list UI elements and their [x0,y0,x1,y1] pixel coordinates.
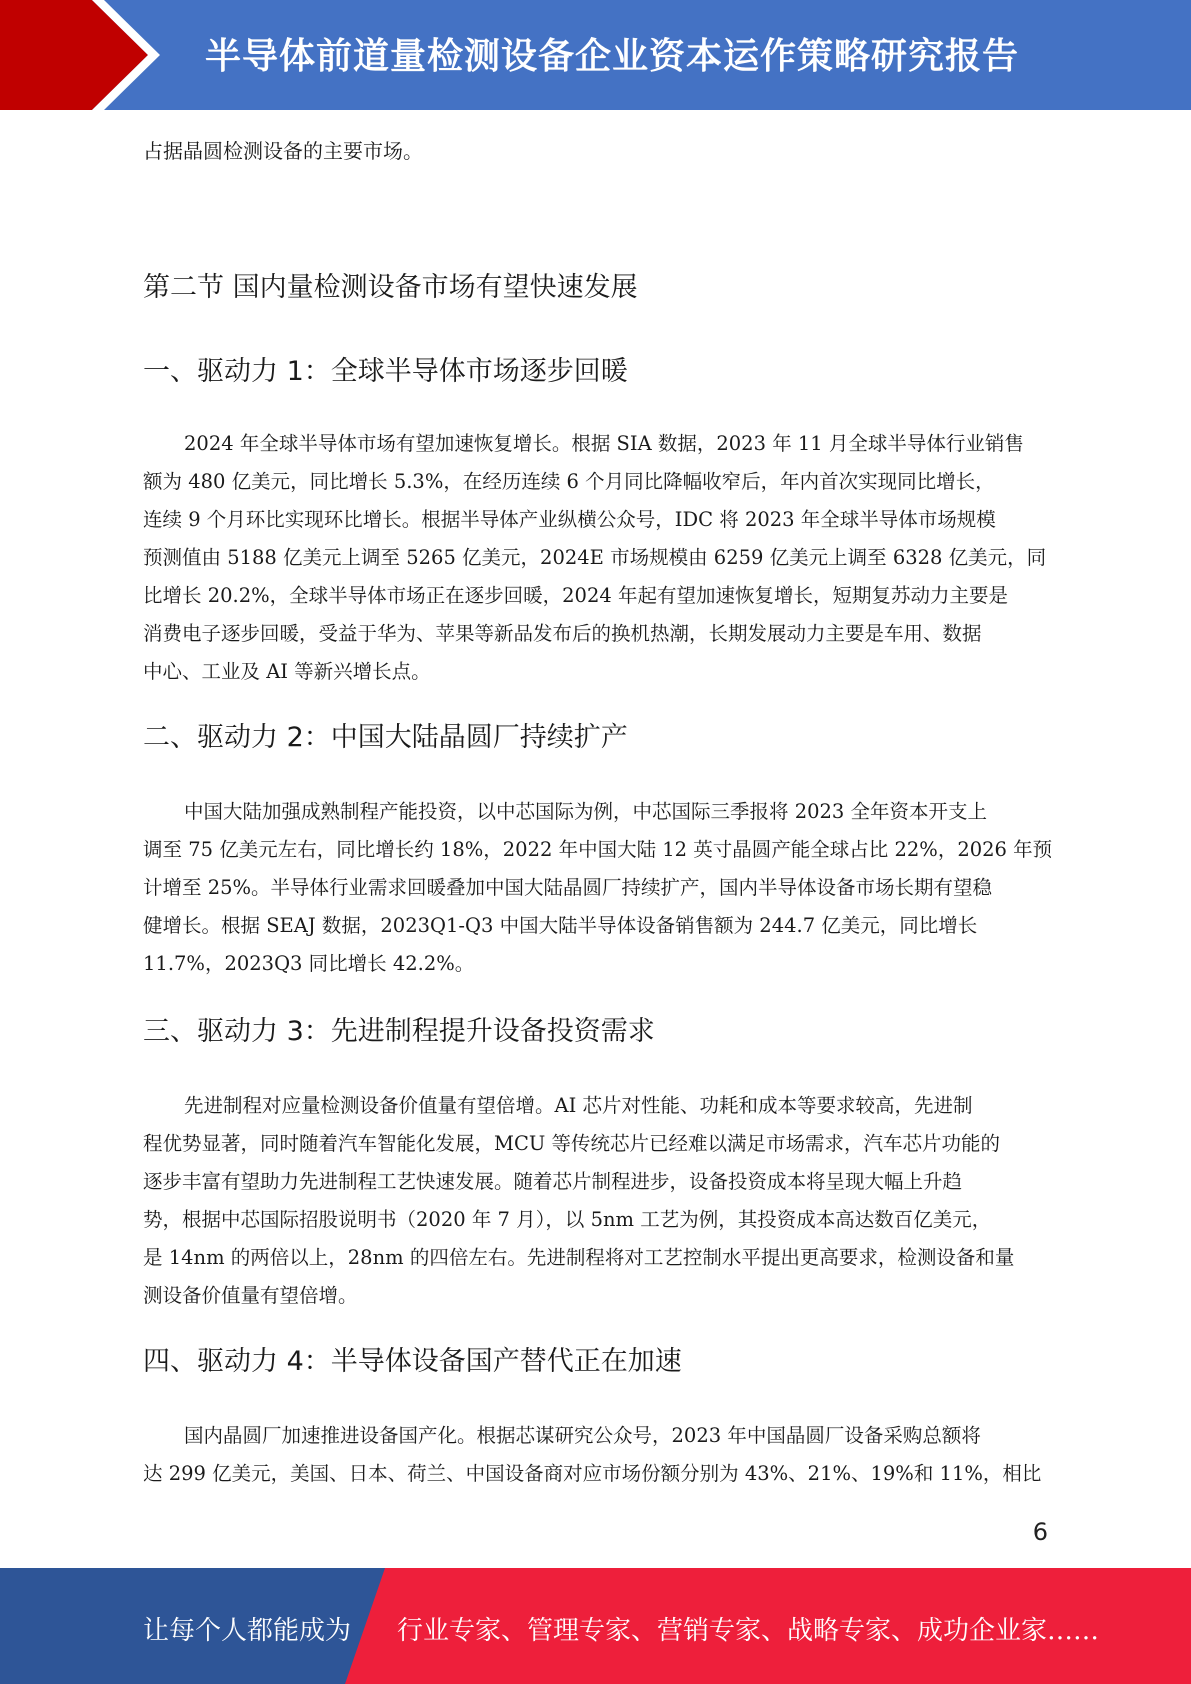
report-title: 半导体前道量检测设备企业资本运作策略研究报告 [205,36,1020,77]
paragraph-line: 先进制程对应量检测设备价值量有望倍增。AI 芯片对性能、功耗和成本等要求较高，先进制 [184,1094,973,1117]
paragraph-line: 2024 年全球半导体市场有望加速恢复增长。根据 SIA 数据，2023 年 11 月全球半导体行业销售 [184,432,1024,455]
paragraph-3 [143,1087,1047,1315]
paragraph-line: 消费电子逐步回暖，受益于华为、苹果等新品发布后的换机热潮，长期发展动力主要是车用、数据 [143,622,982,645]
paragraph-line: 预测值由 5188 亿美元上调至 5265 亿美元，2024E 市场规模由 6259 亿美元上调至 6328 亿美元，同 [143,546,1047,569]
footer-slogan-left: 让每个人都能成为 [143,1616,352,1646]
paragraph-line: 逐步丰富有望助力先进制程工艺快速发展。随着芯片制程进步，设备投资成本将呈现大幅上升趋 [143,1170,963,1193]
lead-text: 占据晶圆检测设备的主要市场。 [143,139,423,163]
paragraph-line: 11.7%，2023Q3 同比增长 42.2%。 [143,952,475,975]
section-title: 第二节 国内量检测设备市场有望快速发展 [143,272,638,303]
paragraph-line: 健增长。根据 SEAJ 数据，2023Q1-Q3 中国大陆半导体设备销售额为 244.7 亿美元，同比增长 [143,914,978,937]
subsection-heading-2: 二、驱动力 2：中国大陆晶圆厂持续扩产 [143,722,628,753]
paragraph-line: 是 14nm 的两倍以上，28nm 的四倍左右。先进制程将对工艺控制水平提出更高要求，检测设备和量 [143,1246,1015,1269]
paragraph-line: 比增长 20.2%，全球半导体市场正在逐步回暖，2024 年起有望加速恢复增长，短期复苏动力主要是 [143,584,1008,607]
footer-slogan-right: 行业专家、管理专家、营销专家、战略专家、成功企业家…… [397,1616,1100,1646]
paragraph-2 [143,793,1053,983]
paragraph-line: 计增至 25%。半导体行业需求回暖叠加中国大陆晶圆厂持续扩产，国内半导体设备市场长期有望稳 [143,876,993,899]
chevron-arrow-icon [0,0,200,110]
paragraph-line: 国内晶圆厂加速推进设备国产化。根据芯谋研究公众号，2023 年中国晶圆厂设备采购总额将 [184,1424,981,1447]
subsection-heading-1: 一、驱动力 1：全球半导体市场逐步回暖 [143,356,628,387]
paragraph-line: 势，根据中芯国际招股说明书（2020 年 7 月），以 5nm 工艺为例，其投资成本高达数百亿美元， [143,1208,992,1231]
paragraph-line: 测设备价值量有望倍增。 [143,1284,358,1307]
page-number: 6 [1032,1518,1048,1546]
paragraph-line: 达 299 亿美元，美国、日本、荷兰、中国设备商对应市场份额分别为 43%、21%、19%和 11%，相比 [143,1462,1042,1485]
paragraph-line: 连续 9 个月环比实现环比增长。根据半导体产业纵横公众号，IDC 将 2023 年全球半导体市场规模 [143,508,996,531]
paragraph-4 [143,1417,1047,1493]
paragraph-line: 调至 75 亿美元左右，同比增长约 18%，2022 年中国大陆 12 英寸晶圆产能全球占比 22%，2026 年预 [143,838,1053,861]
paragraph-line: 中心、工业及 AI 等新兴增长点。 [143,660,431,683]
paragraph-line: 程优势显著，同时随着汽车智能化发展，MCU 等传统芯片已经难以满足市场需求，汽车芯片功能的 [143,1132,1001,1155]
paragraph-1 [143,425,1047,691]
header-band [0,0,1191,110]
footer-band [0,1568,1191,1684]
subsection-heading-3: 三、驱动力 3：先进制程提升设备投资需求 [143,1016,655,1047]
paragraph-line: 中国大陆加强成熟制程产能投资，以中芯国际为例，中芯国际三季报将 2023 全年资本开支上 [184,800,988,823]
paragraph-line: 额为 480 亿美元，同比增长 5.3%，在经历连续 6 个月同比降幅收窄后，年内首次实现同比增长， [143,470,995,493]
subsection-heading-4: 四、驱动力 4：半导体设备国产替代正在加速 [143,1346,682,1377]
